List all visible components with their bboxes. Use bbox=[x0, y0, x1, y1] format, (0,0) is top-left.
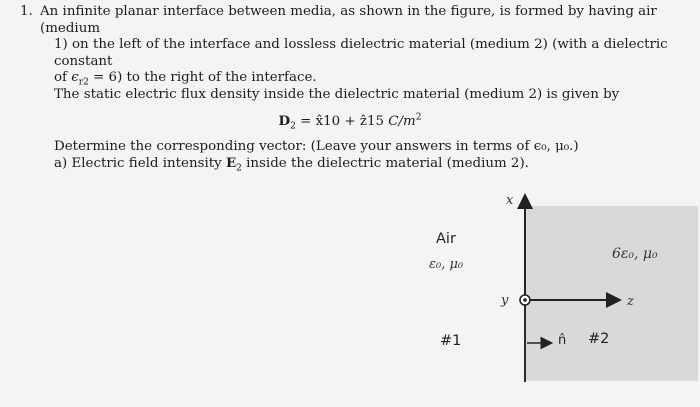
z-axis-label: z bbox=[627, 294, 634, 309]
question-line-2: 1) on the left of the interface and lossless dielectric material (medium 2) (with a dielectric constant bbox=[54, 37, 668, 69]
question-line-4: The static electric flux density inside the dielectric material (medium 2) is given by bbox=[54, 86, 620, 102]
instruction-line: Determine the corresponding vector: (Leave your answers in terms of ϵ₀, μ₀.) bbox=[54, 138, 579, 154]
medium-1-params: ε₀, μ₀ bbox=[429, 257, 464, 272]
question-line-1: An infinite planar interface between media, as shown in the figure, is formed by having air (medium bbox=[40, 4, 657, 36]
medium-1-label: #1 bbox=[440, 333, 462, 349]
medium-1-name: Air bbox=[436, 231, 456, 247]
y-axis-label: y bbox=[501, 293, 509, 308]
normal-vector-label: n̂ bbox=[558, 333, 567, 348]
x-axis-label: x bbox=[506, 193, 514, 208]
equation-d2: $D_2$ = x̂10 + ẑ15 $C/m^2$ bbox=[278, 112, 422, 132]
medium-2-params: 6ε₀, μ₀ bbox=[612, 246, 658, 262]
question-line-3: of $\epsilon_{r2} = 6$) to the right of the interface. bbox=[54, 70, 317, 88]
part-a: a) Electric field intensity $E_2$ inside the dielectric material (medium 2). bbox=[54, 155, 529, 174]
question-number: 1. bbox=[20, 4, 33, 19]
epsilon-symbol: ϵ bbox=[71, 70, 79, 85]
medium-2-label: #2 bbox=[588, 331, 610, 347]
